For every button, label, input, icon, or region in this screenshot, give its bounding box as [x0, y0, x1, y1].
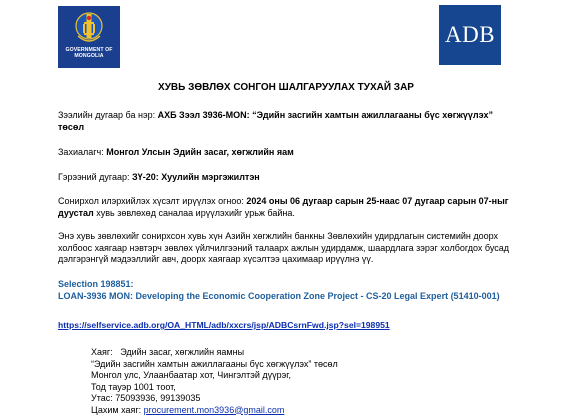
address-line-4: Тод тауэр 1001 тоот, [91, 381, 176, 392]
contact-block [91, 347, 338, 416]
address-line-1: Эдийн засаг, хөгжлийн яамны [120, 347, 245, 357]
contract-label: Гэрээний дугаар: [58, 172, 133, 182]
deadline-info [58, 196, 520, 219]
phone-line: Утас: 75093936, 99139035 [91, 393, 201, 403]
deadline-suffix: хувь зөвлөхөд саналаа ирүүлэхийг урьж байна. [93, 207, 295, 218]
email-label: Цахим хаяг: [91, 404, 144, 415]
borrower-label: Захиалагч: [58, 147, 107, 157]
loan-value: АХБ Зээл 3936-MON: “Эдийн засгийн хамтын ажиллагааны бүс хөгжүүлэх” төсөл [58, 110, 493, 132]
contract-info [58, 172, 518, 184]
selection-link[interactable]: https://selfservice.adb.org/OA_HTML/adb/xxcrs/jsp/ADBCsrnFwd.jsp?sel=198951 [58, 320, 390, 330]
address-line-3: Монгол улс, Улаанбаатар хот, Чингэлтэй дүүрэг, [91, 370, 291, 380]
address-label: Хаяг: [91, 347, 113, 357]
selection-number: Selection 198851: [58, 279, 134, 289]
selection-description: LOAN-3936 MON: Developing the Economic Cooperation Zone Project - CS-20 Legal Expert (51410-001) [58, 291, 500, 301]
email-link[interactable]: procurement.mon3936@gmail.com [143, 404, 285, 415]
contract-value: ЗҮ-20: Хуулийн мэргэжилтэн [132, 172, 260, 182]
deadline-dates: 2024 оны 06 дугаар сарын 25-наас 07 дугаар сарын 07-ныг дуустал [58, 196, 509, 218]
page-title: ХУВЬ ЗӨВЛӨХ СОНГОН ШАЛГАРУУЛАХ ТУХАЙ ЗАР [158, 82, 414, 93]
borrower-info [58, 147, 518, 159]
adb-logo: ADB [439, 5, 501, 65]
deadline-prefix: Сонирхол илэрхийлэх хүсэлт ирүүлэх огноо: [58, 196, 247, 206]
gov-logo-caption: GOVERNMENT OF MONGOLIA [65, 47, 113, 59]
body-paragraph: Энэ хувь зөвлөхийг сонирхсон хувь хүн Азийн хөгжлийн банкны Зөвлөхийн удирдлагын системийн доорх холбоос хаягаар нэвтэрч зөвлөх үйлчилгээний талаарх ажлын удирдамж, шаардлага зэрэг холбогдох бусад дэлгэрэнгүй мэдээллийг авч, доорх хаягаар хүсэлтээ цахимаар ирүүлнэ үү. [58, 231, 510, 264]
government-of-mongolia-logo [58, 6, 120, 68]
loan-info [58, 110, 518, 133]
loan-label: Зээлийн дугаар ба нэр: [58, 110, 158, 120]
soyombo-emblem-icon [74, 10, 104, 46]
borrower-value: Монгол Улсын Эдийн засаг, хөгжлийн яам [106, 147, 294, 157]
address-line-2: “Эдийн засгийн хамтын ажиллагааны бүс хөгжүүлэх” төсөл [91, 358, 338, 369]
